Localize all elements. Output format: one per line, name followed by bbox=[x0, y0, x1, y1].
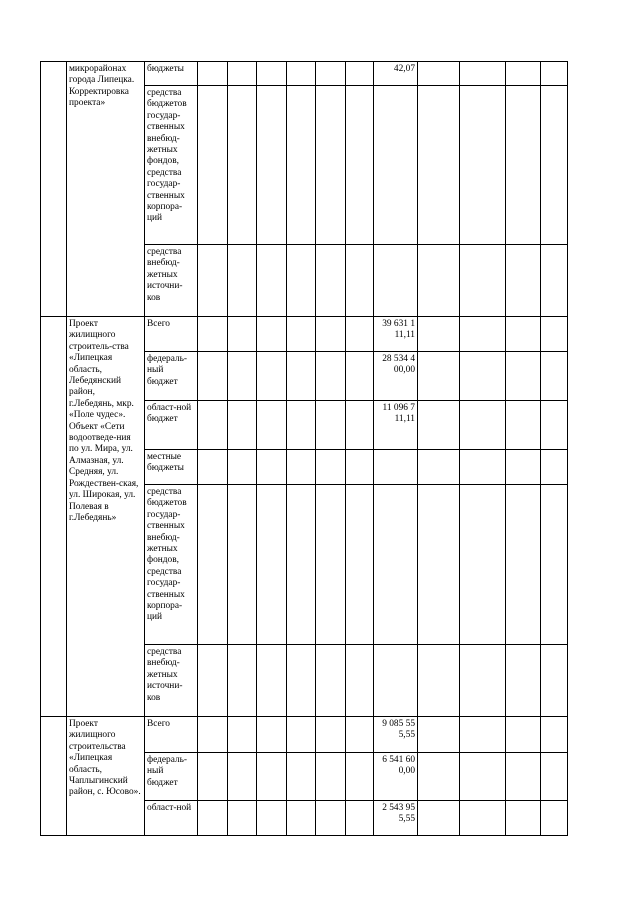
amount-cell: 42,07 bbox=[374, 62, 418, 86]
amount-cell: 11 096 7 11,11 bbox=[374, 401, 418, 450]
amount-cell bbox=[374, 645, 418, 717]
amount-cell: 39 631 1 11,11 bbox=[374, 317, 418, 352]
amount-cell bbox=[374, 86, 418, 245]
funding-source-cell: местные бюджеты bbox=[145, 450, 198, 485]
funding-source-cell: средства бюджетов государ-ственных внебюд-жетных фондов, средства государ-ственных корпора-ций bbox=[145, 485, 198, 645]
funding-source-cell: средства внебюд-жетных источни-ков bbox=[145, 645, 198, 717]
project-name-cell: микрорайонах города Липецка. Корректировка проекта» bbox=[67, 62, 145, 317]
project-name-cell: Проект жилищного строительства «Липецкая область, Чаплыгинский район, с. Юсово». bbox=[67, 717, 145, 836]
table-row bbox=[41, 62, 568, 86]
amount-cell: 6 541 60 0,00 bbox=[374, 753, 418, 801]
amount-cell: 9 085 55 5,55 bbox=[374, 717, 418, 753]
index-cell bbox=[41, 62, 67, 317]
funding-source-cell: средства внебюд-жетных источни-ков bbox=[145, 245, 198, 317]
table-row bbox=[41, 317, 568, 352]
table-row bbox=[41, 717, 568, 753]
funding-source-cell: бюджеты bbox=[145, 62, 198, 86]
amount-cell bbox=[374, 450, 418, 485]
amount-cell: 2 543 95 5,55 bbox=[374, 801, 418, 836]
amount-cell bbox=[374, 485, 418, 645]
funding-source-cell: федераль-ный бюджет bbox=[145, 352, 198, 401]
project-name-cell: Проект жилищного строитель-ства «Липецкая область, Лебедянский район, г.Лебедянь, мкр. «Поле чудес». Объект «Сети водоотведе-ния по ул. Мира, ул. Алмазная, ул. Средняя, ул. Рождествен-ская, ул. Широкая, ул. Полевая в г.Лебедянь» bbox=[67, 317, 145, 717]
funding-source-cell: Всего bbox=[145, 317, 198, 352]
index-cell bbox=[41, 317, 67, 717]
funding-source-cell: средства бюджетов государ-ственных внебюд-жетных фондов, средства государ-ственных корпора-ций bbox=[145, 86, 198, 245]
funding-source-cell: област-ной бюджет bbox=[145, 401, 198, 450]
funding-source-cell: Всего bbox=[145, 717, 198, 753]
budget-table bbox=[40, 61, 568, 836]
funding-source-cell: област-ной bbox=[145, 801, 198, 836]
funding-source-cell: федераль-ный бюджет bbox=[145, 753, 198, 801]
amount-cell bbox=[374, 245, 418, 317]
index-cell bbox=[41, 717, 67, 836]
amount-cell: 28 534 4 00,00 bbox=[374, 352, 418, 401]
